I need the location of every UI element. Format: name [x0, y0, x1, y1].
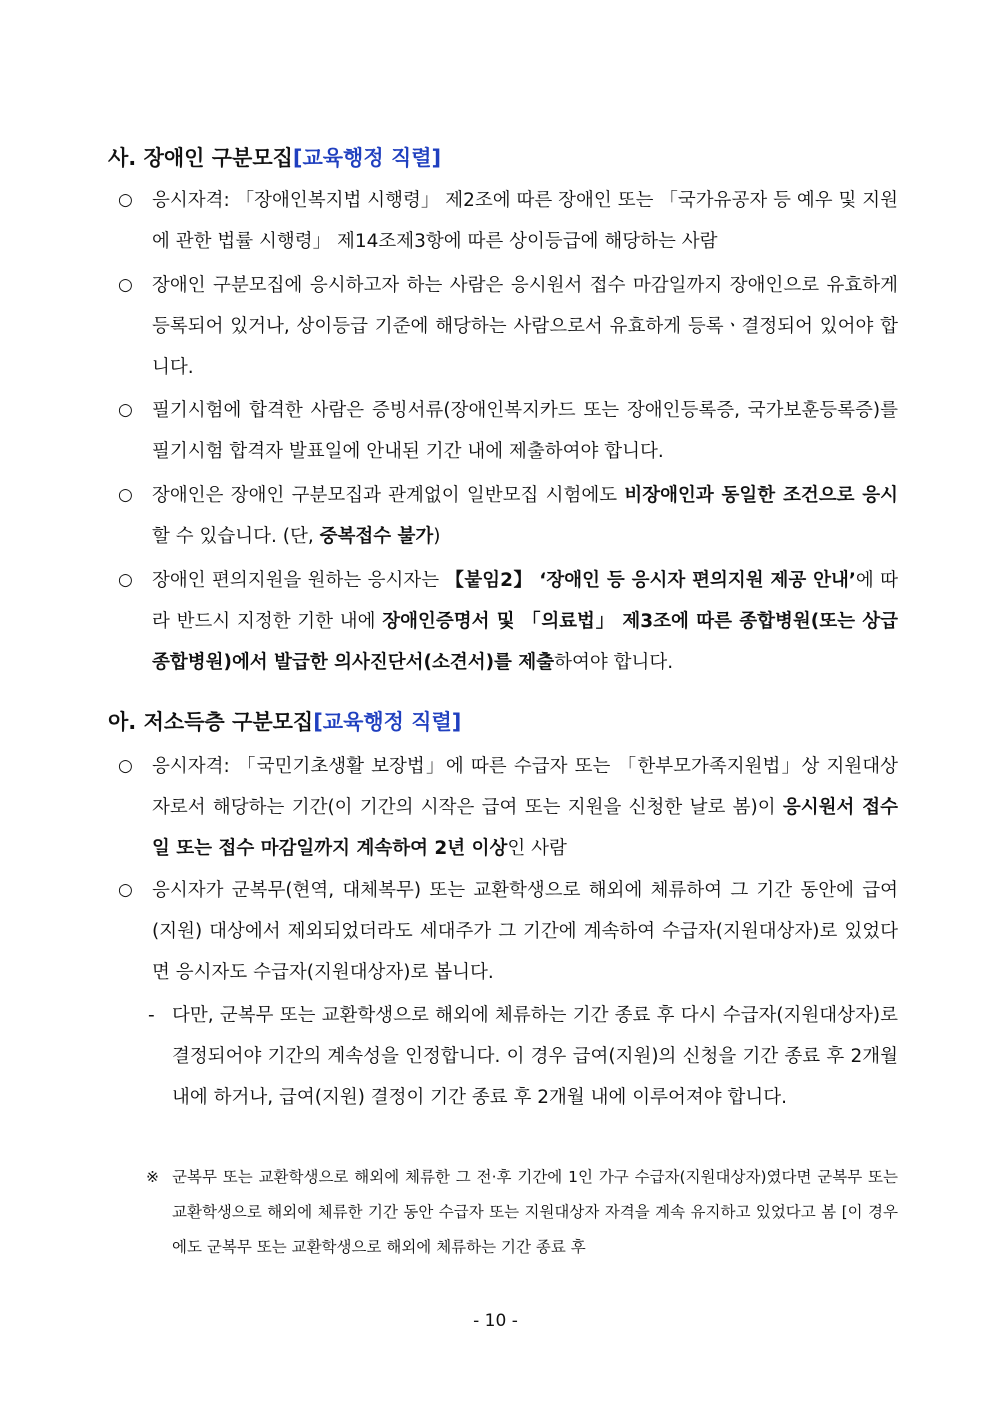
dash-bullet-icon: - [148, 1005, 155, 1026]
reference-mark-icon: ※ [146, 1168, 159, 1186]
list-item [118, 870, 898, 993]
reference-note [146, 1160, 898, 1265]
item-text: 장애인 편의지원을 원하는 응시자는 [152, 570, 446, 591]
list-item [118, 560, 898, 683]
item-text: 응시자격: 「국민기초생활 보장법」에 따른 수급자 또는 「한부모가족지원법」상 지원대상자로서 해당하는 기간(이 기간의 시작은 급여 또는 지원을 신청한 날로 봄)이 [152, 756, 898, 818]
item-bold-text: 중복접수 불가 [319, 526, 434, 547]
heading-text: 아. 저소득층 구분모집 [108, 710, 314, 734]
circle-bullet-icon: ○ [118, 400, 133, 420]
item-bold-text: 장애인증명서 및 「의료법」 제3조에 따른 종합병원(또는 상급종합병원)에서 발급한 의사진단서(소견서)를 제출 [152, 611, 898, 673]
sub-item-text: 다만, 군복무 또는 교환학생으로 해외에 체류하는 기간 종료 후 다시 수급자(지원대상자)로 결정되어야 기간의 계속성을 인정합니다. 이 경우 급여(지원)의 신청을 기간 종료 후 2개월 내에 하거나, 급여(지원) 결정이 기간 종료 후 2개월 내에 이루어져야 합니다. [172, 1005, 898, 1108]
item-text: 장애인은 장애인 구분모집과 관계없이 일반모집 시험에도 [152, 485, 625, 506]
item-text: 하여야 합니다. [554, 652, 674, 673]
note-text: 군복무 또는 교환학생으로 해외에 체류한 그 전·후 기간에 1인 가구 수급자(지원대상자)였다면 군복무 또는 교환학생으로 해외에 체류한 기간 동안 수급자 또는 지원대상자 자격을 계속 유지하고 있었다고 봄 [이 경우에도 군복무 또는 교환학생으로 해외에 체류하는 기간 종료 후 [172, 1168, 898, 1256]
circle-bullet-icon: ○ [118, 190, 133, 210]
item-bold-text: 응시원서 접수일 또는 접수 마감일까지 계속하여 2년 이상 [152, 797, 898, 859]
circle-bullet-icon: ○ [118, 880, 133, 900]
sub-item [148, 995, 898, 1118]
circle-bullet-icon: ○ [118, 756, 133, 776]
item-text: 장애인 구분모집에 응시하고자 하는 사람은 응시원서 접수 마감일까지 장애인으로 유효하게 등록되어 있거나, 상이등급 기준에 해당하는 사람으로서 유효하게 등록ㆍ결정되어 있어야 합니다. [152, 275, 898, 378]
list-item [118, 746, 898, 869]
item-text: 필기시험에 합격한 사람은 증빙서류(장애인복지카드 또는 장애인등록증, 국가보훈등록증)를 필기시험 합격자 발표일에 안내된 기간 내에 제출하여야 합니다. [152, 400, 898, 462]
list-item [118, 265, 898, 388]
section-heading-disabled [108, 142, 441, 172]
heading-text: 사. 장애인 구분모집 [108, 146, 293, 170]
list-item [118, 390, 898, 472]
item-bold-text: 비장애인과 동일한 조건으로 응시 [624, 485, 898, 506]
item-bold-text: 【붙임2】 ‘장애인 등 응시자 편의지원 제공 안내’ [445, 570, 856, 591]
heading-tag: [교육행정 직렬] [313, 710, 462, 734]
item-text: 인 사람 [507, 838, 567, 859]
page-number: - 10 - [473, 1311, 518, 1331]
circle-bullet-icon: ○ [118, 570, 133, 590]
circle-bullet-icon: ○ [118, 485, 133, 505]
item-text: ) [433, 526, 441, 547]
item-text: 에 따라 반드시 지정한 기한 내에 [152, 570, 899, 632]
list-item [118, 180, 898, 262]
circle-bullet-icon: ○ [118, 275, 133, 295]
item-text: 응시자가 군복무(현역, 대체복무) 또는 교환학생으로 해외에 체류하여 그 기간 동안에 급여(지원) 대상에서 제외되었더라도 세대주가 그 기간에 계속하여 수급자(지원대상자)로 있었다면 응시자도 수급자(지원대상자)로 봅니다. [152, 880, 898, 983]
item-text: 할 수 있습니다. (단, [152, 526, 320, 547]
list-item [118, 475, 898, 557]
heading-tag: [교육행정 직렬] [292, 146, 442, 170]
item-text: 응시자격: 「장애인복지법 시행령」 제2조에 따른 장애인 또는 「국가유공자 등 예우 및 지원에 관한 법률 시행령」 제14조제3항에 따른 상이등급에 해당하는 사람 [152, 190, 898, 252]
section-heading-low-income [108, 706, 461, 736]
